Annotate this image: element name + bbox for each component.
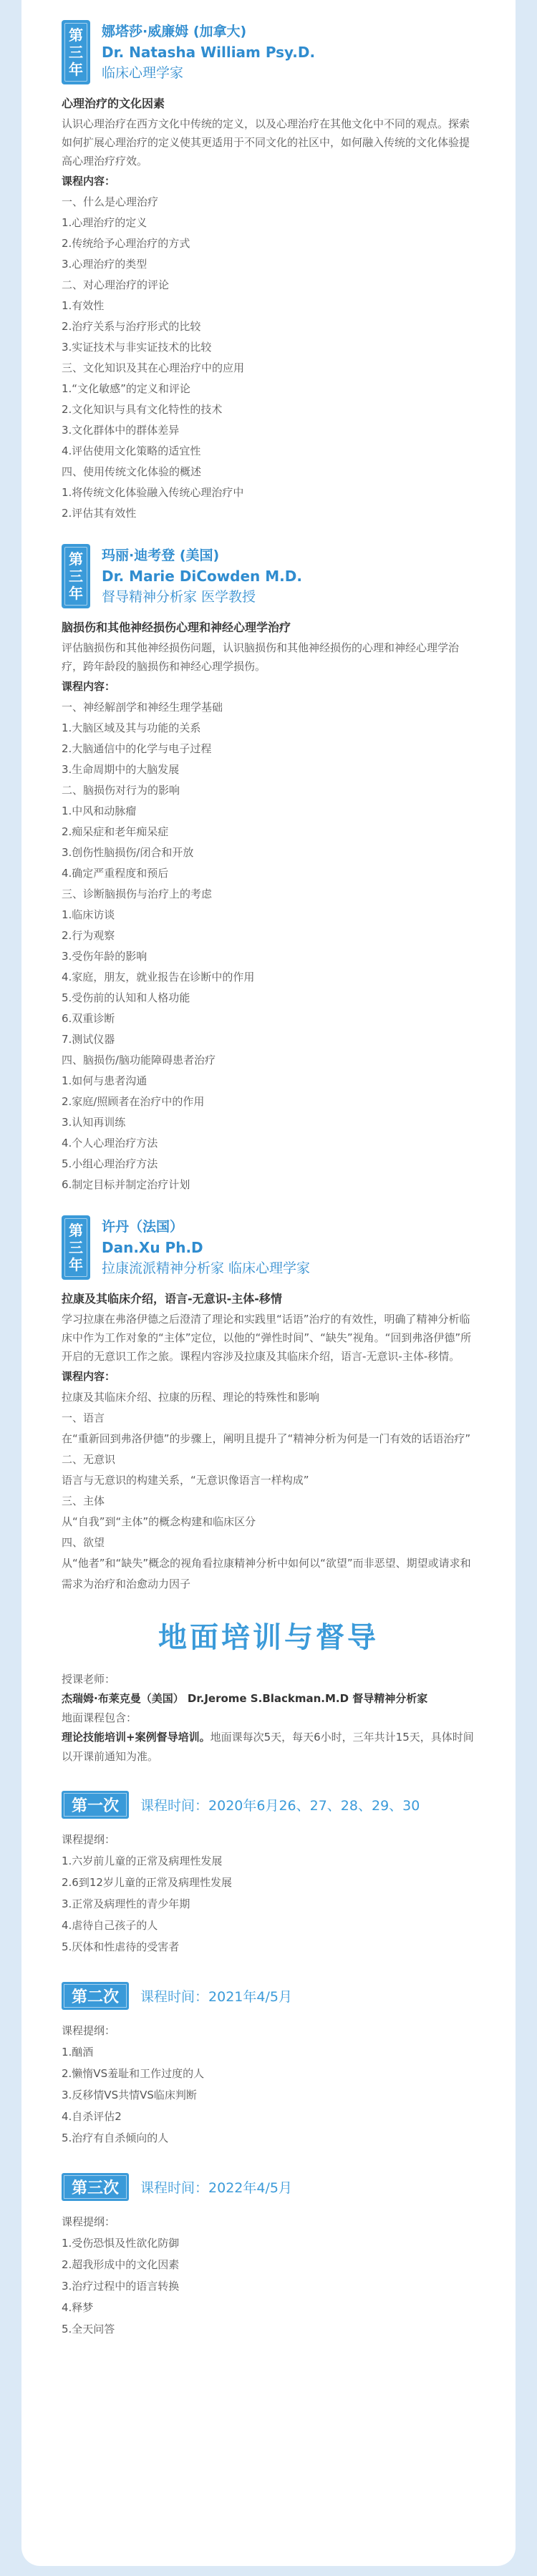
course-outline: [62, 697, 475, 1195]
outline-item: 四、脑损伤/脑功能障碍患者治疗: [62, 1054, 216, 1066]
outline-item: 1.大脑区域及其与功能的关系: [62, 721, 201, 734]
outline-item: 7.测试仪器: [62, 1033, 115, 1046]
outline-item: 三、主体: [62, 1494, 105, 1507]
outline-item: 2.传统给予心理治疗的方式: [62, 237, 190, 250]
teacher-names: [102, 544, 302, 607]
outline-item: 2.大脑通信中的化学与电子过程: [62, 742, 212, 755]
teacher-names: [102, 1215, 310, 1278]
outline-item: 1.中风和动脉瘤: [62, 805, 137, 817]
ground-intro: [62, 1670, 475, 1766]
outline-item: 3.受伤年龄的影响: [62, 950, 147, 963]
outline-item: 2.行为观察: [62, 929, 115, 942]
course-title: 心理治疗的文化因素: [62, 97, 165, 110]
teacher-block-1: [62, 20, 475, 524]
session-item: 3.反移情VS共情VS临床判断: [62, 2089, 197, 2101]
outline-item: 6.双重诊断: [62, 1012, 115, 1025]
content-card: [21, 0, 516, 2566]
outline-item: 2.家庭/照顾者在治疗中的作用: [62, 1095, 205, 1108]
session-badge: 第一次: [62, 1791, 129, 1819]
teacher-name-en: Dr. Marie DiCowden M.D.: [102, 568, 302, 585]
session-time: 课程时间：2021年4/5月: [140, 1989, 292, 2005]
course-outline: [62, 192, 475, 524]
outline-item: 1.如何与患者沟通: [62, 1074, 147, 1087]
ground-content: [62, 1728, 475, 1766]
teacher-header: [62, 20, 475, 84]
ground-content-rest: 地面课每次5天，每天6小时，三年共计15天，具体时间以开课前通知为准。: [62, 1731, 474, 1763]
course-title: 拉康及其临床介绍，语言-无意识-主体-移情: [62, 1292, 282, 1306]
session-item: 5.治疗有自杀倾向的人: [62, 2132, 169, 2144]
outline-item: 语言与无意识的构建关系，“无意识像语言一样构成”: [62, 1474, 309, 1487]
outline-item: 三、文化知识及其在心理治疗中的应用: [62, 361, 245, 374]
year-tag: [62, 20, 90, 84]
outline-item: 从“自我”到“主体”的概念构建和临床区分: [62, 1515, 256, 1528]
session-item: 3.正常及病理性的青少年期: [62, 1897, 190, 1910]
session-item: 4.释梦: [62, 2301, 94, 2314]
outline-item: 4.个人心理治疗方法: [62, 1137, 158, 1150]
ground-teacher: 杰瑞姆·布莱克曼（美国） Dr.Jerome S.Blackman.M.D 督导精神分析家: [62, 1692, 428, 1705]
outline-item: 一、神经解剖学和神经生理学基础: [62, 701, 223, 714]
session-item: 2.懒惰VS羞耻和工作过度的人: [62, 2067, 205, 2080]
outline-item: 二、无意识: [62, 1453, 116, 1466]
outline-item: 在“重新回到弗洛伊德”的步骤上，阐明且提升了“精神分析为何是一门有效的话语治疗”: [62, 1432, 471, 1445]
outline-item: 二、脑损伤对行为的影响: [62, 784, 180, 797]
outline-item: 从“他者”和“缺失”概念的视角看拉康精神分析中如何以“欲望”而非恶望、期望或请求和需求为治疗和治愈动力因子: [62, 1557, 471, 1590]
outline-item: 3.创伤性脑损伤/闭合和开放: [62, 846, 194, 859]
session-item: 5.厌体和性虐待的受害者: [62, 1940, 180, 1953]
outline-item: 6.制定目标并制定治疗计划: [62, 1178, 190, 1191]
outline-item: 2.痴呆症和老年痴呆症: [62, 825, 169, 838]
outline-item: 四、使用传统文化体验的概述: [62, 465, 202, 478]
teacher-block-2: [62, 544, 475, 1195]
year-tag: [62, 1215, 90, 1280]
session-2: [62, 1982, 475, 2149]
year-tag-text: 第三年: [69, 1222, 83, 1273]
teacher-name-cn: 许丹（法国）: [102, 1219, 184, 1235]
session-1: [62, 1791, 475, 1958]
ground-content-label: 地面课程包含：: [62, 1711, 137, 1724]
ground-section-title: 地面培训与督导: [158, 1621, 379, 1654]
course-title: 脑损伤和其他神经损伤心理和神经心理学治疗: [62, 621, 291, 634]
teacher-name-cn: 玛丽·迪考登 (美国): [102, 548, 220, 563]
year-tag: [62, 544, 90, 608]
outline-item: 3.心理治疗的类型: [62, 258, 147, 271]
outline-item: 1.将传统文化体验融入传统心理治疗中: [62, 486, 244, 499]
outline-item: 1.“文化敏感”的定义和评论: [62, 382, 190, 395]
session-badge: 第三次: [62, 2173, 129, 2201]
outline-item: 5.受伤前的认知和人格功能: [62, 991, 190, 1004]
session-outline-label: 课程提纲：: [62, 1833, 116, 1846]
outline-item: 3.生命周期中的大脑发展: [62, 763, 180, 776]
teacher-name-en: Dan.Xu Ph.D: [102, 1239, 203, 1256]
course-description: 评估脑损伤和其他神经损伤问题，认识脑损伤和其他神经损伤的心理和神经心理学治疗，跨年龄段的脑损伤和神经心理学损伤。: [62, 641, 460, 673]
teacher-names: [102, 20, 315, 83]
teacher-role: 拉康流派精神分析家 临床心理学家: [102, 1260, 311, 1276]
teacher-role: 督导精神分析家 医学教授: [102, 589, 256, 605]
outline-item: 4.评估使用文化策略的适宜性: [62, 444, 201, 457]
session-item: 1.六岁前儿童的正常及病理性发展: [62, 1855, 223, 1867]
outline-item: 一、什么是心理治疗: [62, 195, 159, 208]
teacher-role: 临床心理学家: [102, 65, 184, 81]
outline-item: 拉康及其临床介绍、拉康的历程、理论的特殊性和影响: [62, 1391, 320, 1404]
session-item: 4.自杀评估2: [62, 2110, 122, 2123]
outline-item: 4.家庭，朋友，就业报告在诊断中的作用: [62, 971, 255, 983]
session-item: 2.超我形成中的文化因素: [62, 2258, 180, 2271]
course-content-label: 课程内容：: [62, 680, 116, 693]
outline-item: 2.评估其有效性: [62, 507, 137, 520]
teacher-name-cn: 娜塔莎·威廉姆 (加拿大): [102, 24, 247, 39]
teacher-block-3: [62, 1215, 475, 1595]
outline-item: 4.确定严重程度和预后: [62, 867, 169, 880]
teacher-name-en: Dr. Natasha William Psy.D.: [102, 44, 316, 61]
session-3: [62, 2173, 475, 2340]
session-badge: 第二次: [62, 1982, 129, 2010]
course-outline: [62, 1387, 475, 1595]
outline-item: 5.小组心理治疗方法: [62, 1157, 158, 1170]
session-item: 1.受伤恐惧及性欲化防御: [62, 2237, 180, 2250]
outline-item: 二、对心理治疗的评论: [62, 278, 170, 291]
session-header: [62, 1982, 475, 2010]
teacher-header: [62, 1215, 475, 1280]
ground-content-bold: 理论技能培训+案例督导培训。: [62, 1731, 211, 1744]
session-item: 2.6到12岁儿童的正常及病理性发展: [62, 1876, 232, 1889]
outline-item: 2.文化知识与具有文化特性的技术: [62, 403, 223, 416]
teacher-label: 授课老师：: [62, 1673, 116, 1686]
outline-item: 1.有效性: [62, 299, 105, 312]
outline-item: 1.心理治疗的定义: [62, 216, 147, 229]
session-time: 课程时间：2020年6月26、27、28、29、30: [140, 1798, 420, 1814]
outline-item: 三、诊断脑损伤与治疗上的考虑: [62, 888, 213, 900]
year-tag-text: 第三年: [69, 550, 83, 602]
session-item: 4.虐待自己孩子的人: [62, 1919, 158, 1932]
outline-item: 1.临床访谈: [62, 908, 115, 921]
session-header: [62, 1791, 475, 1819]
course-description: 学习拉康在弗洛伊德之后澄清了理论和实践里“话语”治疗的有效性，明确了精神分析临床中作为工作对象的“主体”定位，以他的“弹性时间”、“缺失”视角。“回到弗洛伊德”所开启的无意识工作之旅。课程内容涉及拉康及其临床介绍，语言-无意识-主体-移情。: [62, 1313, 472, 1363]
course-description: 认识心理治疗在西方文化中传统的定义，以及心理治疗在其他文化中不同的观点。探索如何扩展心理治疗的定义使其更适用于不同文化的社区中，如何融入传统的文化体验提高心理治疗疗效。: [62, 117, 470, 167]
outline-item: 四、欲望: [62, 1536, 105, 1549]
session-item: 1.酗酒: [62, 2046, 94, 2059]
session-item: 5.全天问答: [62, 2323, 115, 2336]
session-outline-label: 课程提纲：: [62, 2215, 116, 2228]
outline-item: 3.文化群体中的群体差异: [62, 424, 180, 437]
outline-item: 一、语言: [62, 1411, 105, 1424]
outline-item: 3.认知再训练: [62, 1116, 126, 1129]
session-outline-label: 课程提纲：: [62, 2024, 116, 2037]
year-tag-text: 第三年: [69, 26, 83, 78]
session-item: 3.治疗过程中的语言转换: [62, 2280, 180, 2293]
outline-item: 3.实证技术与非实证技术的比较: [62, 341, 212, 354]
outline-item: 2.治疗关系与治疗形式的比较: [62, 320, 201, 333]
session-time: 课程时间：2022年4/5月: [140, 2180, 292, 2196]
course-content-label: 课程内容：: [62, 175, 116, 188]
session-header: [62, 2173, 475, 2201]
course-content-label: 课程内容：: [62, 1370, 116, 1383]
teacher-header: [62, 544, 475, 608]
